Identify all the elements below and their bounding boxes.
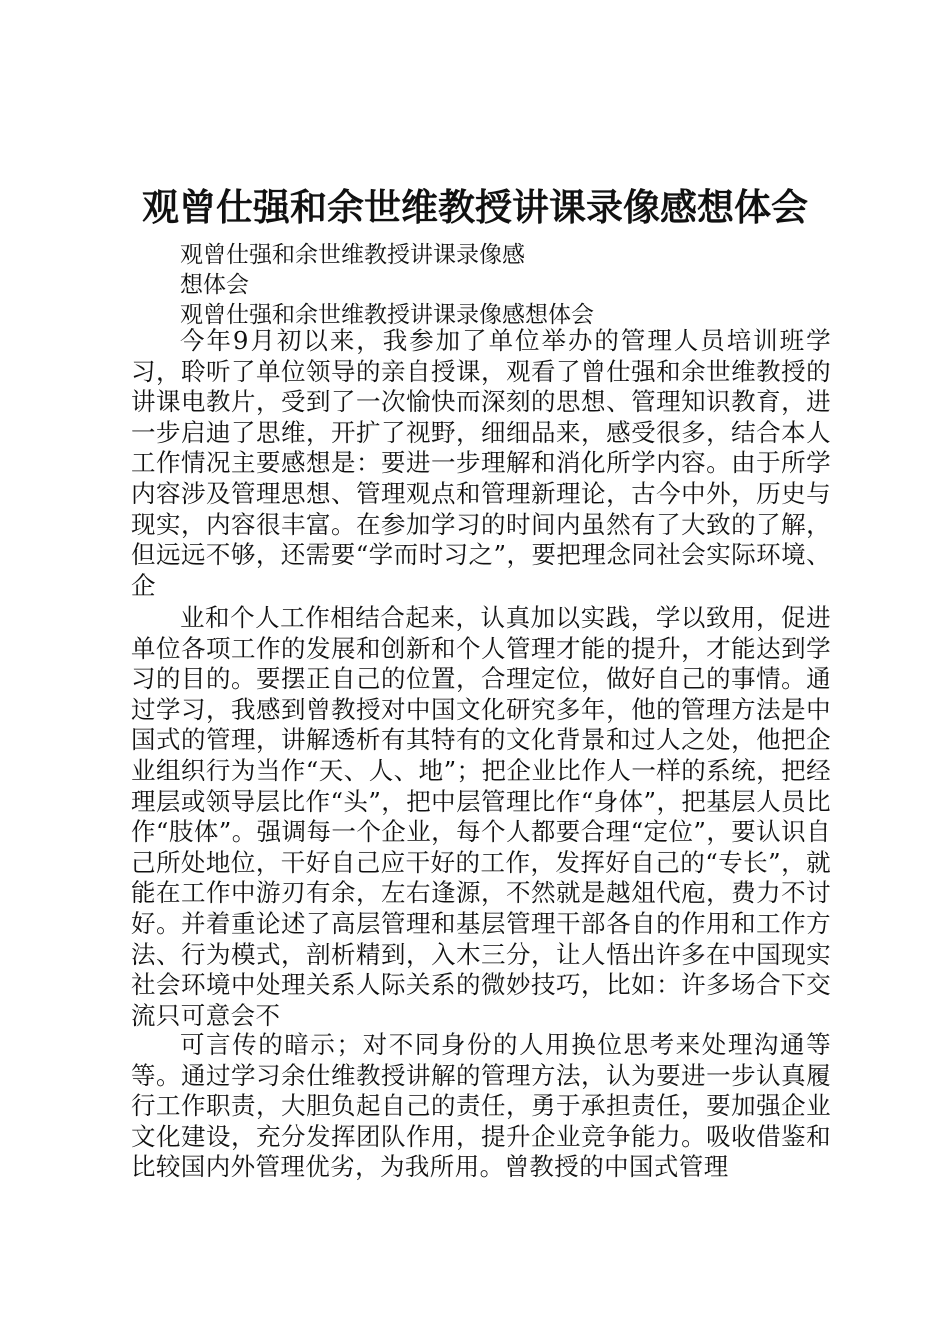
body-paragraph-3: 可言传的暗示；对不同身份的人用换位思考来处理沟通等等。通过学习余仕维教授讲解的管理方法，认为要进一步认真履行工作职责，大胆负起自己的责任，勇于承担责任，要加强企业文化建设，充分发挥团队作用，提升企业竞争能力。吸收借鉴和比较国内外管理优劣，为我所用。曾教授的中国式管理 [131, 1030, 831, 1182]
body-paragraph-2: 业和个人工作相结合起来，认真加以实践，学以致用，促进单位各项工作的发展和创新和个人管理才能的提升，才能达到学习的目的。要摆正自己的位置，合理定位，做好自己的事情。通过学习，我感到曾教授对中国文化研究多年，他的管理方法是中国式的管理，讲解透析有其特有的文化背景和过人之处，他把企业组织行为当作“天、人、地”；把企业比作人一样的系统，把经理层或领导层比作“头”，把中层管理比作“身体”，把基层人员比作“肢体”。强调每一个企业，每个人都要合理“定位”，要认识自己所处地位，干好自己应干好的工作，发挥好自己的“专长”，就能在工作中游刃有余，左右逢源，不然就是越俎代庖，费力不讨好。并着重论述了高层管理和基层管理干部各自的作用和工作方法、行为模式，剖析精到，入木三分，让人悟出许多在中国现实社会环境中处理关系人际关系的微妙技巧，比如：许多场合下交流只可意会不 [131, 603, 831, 1030]
subtitle-line-3: 观曾仕强和余世维教授讲课录像感想体会 [180, 302, 594, 328]
body-paragraph-1: 今年9月初以来，我参加了单位举办的管理人员培训班学习，聆听了单位领导的亲自授课，观看了曾仕强和余世维教授的讲课电教片，受到了一次愉快而深刻的思想、管理知识教育，进一步启迪了思维，开扩了视野，细细品来，感受很多，结合本人工作情况主要感想是：要进一步理解和消化所学内容。由于所学内容涉及管理思想、管理观点和管理新理论，古今中外，历史与现实，内容很丰富。在参加学习的时间内虽然有了大致的了解，但远远不够，还需要“学而时习之”，要把理念同社会实际环境、企 [131, 326, 831, 600]
subtitle-line-2: 想体会 [180, 272, 249, 298]
subtitle-line-1: 观曾仕强和余世维教授讲课录像感 [180, 242, 525, 268]
document-title: 观曾仕强和余世维教授讲课录像感想体会 [142, 185, 808, 229]
